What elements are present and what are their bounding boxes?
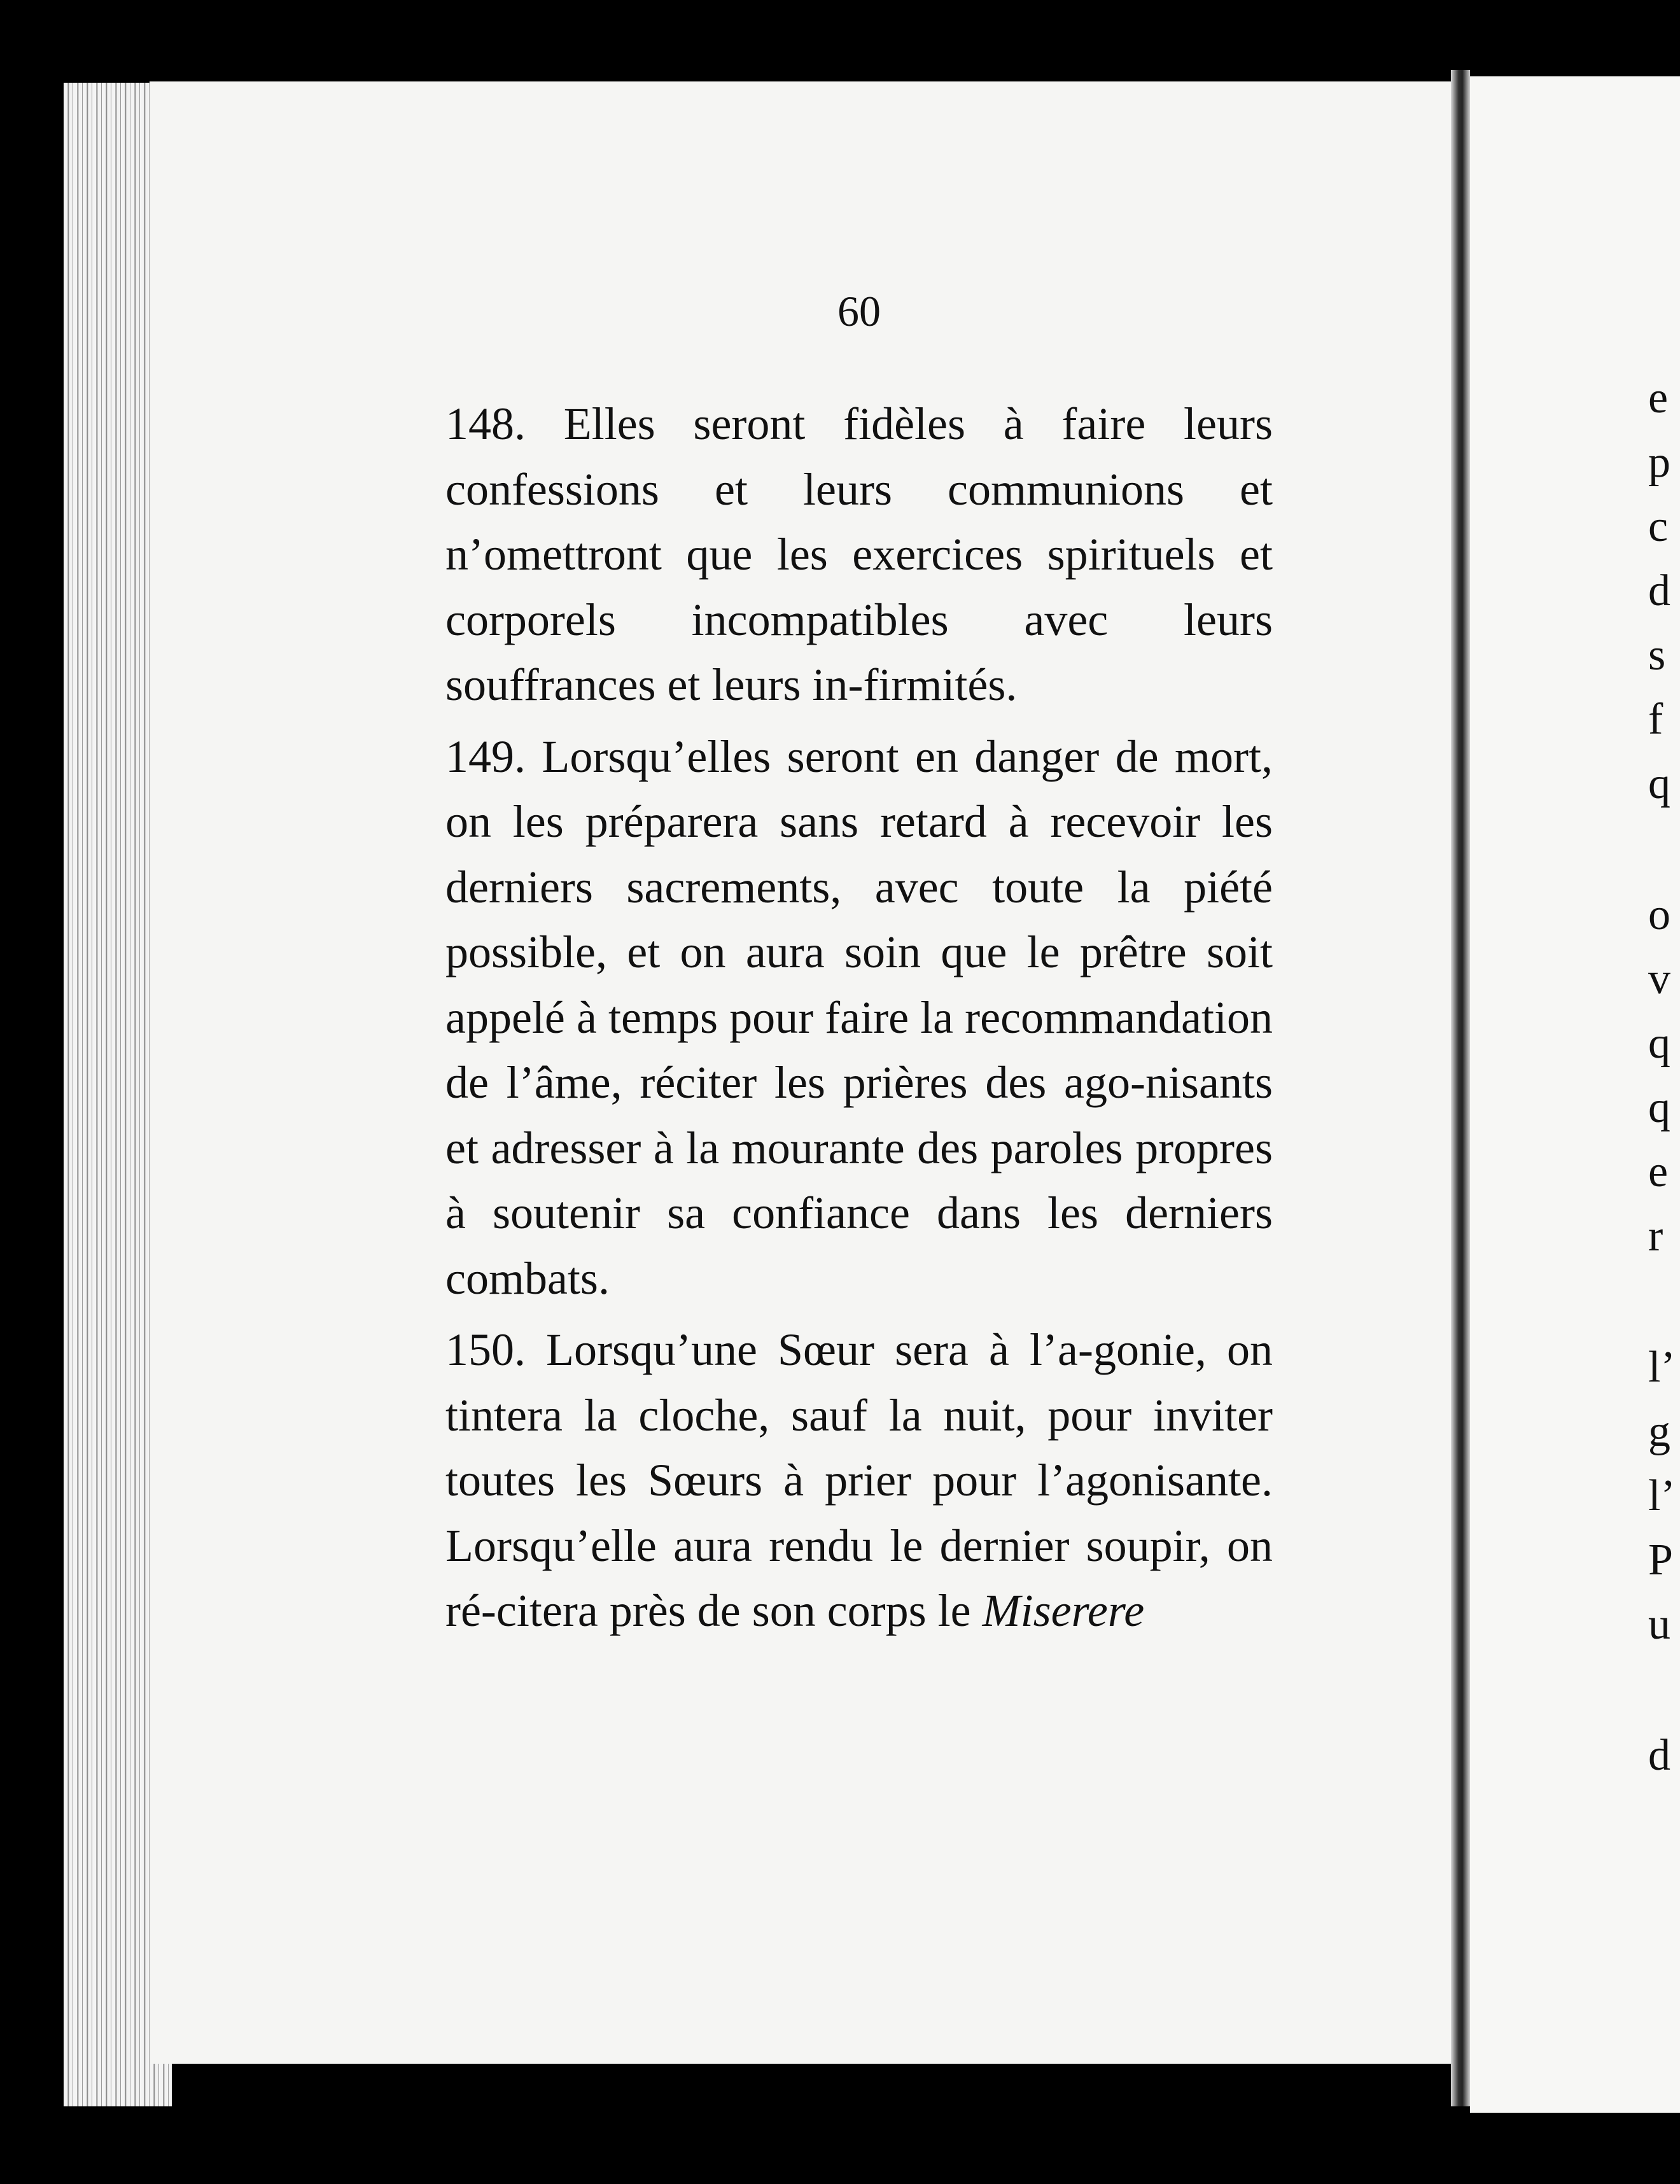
text-line: avec leurs souffrances et leurs in- <box>445 594 1273 710</box>
fragment: P <box>1648 1536 1673 1585</box>
fragment: f <box>1648 695 1663 744</box>
text-line: à recevoir les derniers sacrements, <box>445 796 1273 913</box>
fragment: q <box>1648 1083 1670 1132</box>
fragment: p <box>1648 438 1670 487</box>
text-line: 150. Lorsqu’une Sœur sera à l’a- <box>445 1324 1093 1375</box>
page-body <box>445 391 1273 1650</box>
text-line: prier pour l’agonisante. Lorsqu’elle <box>445 1455 1273 1571</box>
fragment: g <box>1648 1407 1670 1456</box>
fragment: o <box>1648 890 1670 939</box>
fragment: q <box>1648 759 1670 808</box>
paragraph-150 <box>445 1317 1273 1644</box>
fragment-gap <box>1648 1268 1680 1335</box>
text-line: 149. Lorsqu’elles seront en danger <box>445 731 1100 782</box>
text-line: leurs confessions et leurs communions <box>445 398 1273 515</box>
fragment-gap <box>1648 1656 1680 1723</box>
fragment: u <box>1648 1600 1670 1649</box>
text-line: 148. Elles seront fidèles à faire <box>445 398 1146 449</box>
fragment: c <box>1648 502 1669 551</box>
book-gutter <box>1451 70 1470 2106</box>
text-line: de mort, on les préparera sans retard <box>445 731 1273 847</box>
fragment: l’ <box>1648 1343 1676 1392</box>
fragment: d <box>1648 566 1670 615</box>
fragment: l’ <box>1648 1471 1676 1520</box>
text-line: citera près de son corps le <box>496 1585 971 1636</box>
paragraph-149 <box>445 724 1273 1312</box>
italic-word: Miserere <box>982 1585 1145 1636</box>
text-line: aura soin que le prêtre soit appelé à <box>445 927 1273 1043</box>
fragment: d <box>1648 1731 1670 1780</box>
fragment: v <box>1648 955 1670 1004</box>
text-line: aura rendu le dernier soupir, on ré- <box>445 1520 1273 1636</box>
text-line: nisants et adresser à la mourante des <box>445 1057 1273 1173</box>
fragment: e <box>1648 1147 1669 1196</box>
text-line: avec toute la piété possible, et on <box>445 861 1273 977</box>
fragment: r <box>1648 1212 1663 1261</box>
text-line: firmités. <box>863 659 1018 710</box>
paragraph-148 <box>445 391 1273 718</box>
text-line: de l’âme, réciter les prières des ago- <box>445 1057 1145 1108</box>
text-line: temps pour faire la recommandation <box>608 991 1273 1043</box>
page-number: 60 <box>837 287 881 335</box>
text-line: et n’omettront que les exercices <box>445 463 1273 580</box>
fragment-gap <box>1648 816 1680 883</box>
text-line: dans les derniers combats. <box>445 1187 1273 1304</box>
fragment: s <box>1648 631 1666 680</box>
text-line: spirituels et corporels incompatibles <box>445 529 1273 645</box>
fragment: q <box>1648 1019 1670 1068</box>
fragment: e <box>1648 374 1669 423</box>
text-line: gonie, on tintera la cloche, sauf la <box>445 1324 1273 1441</box>
right-page-text-fragments <box>1648 366 1680 1788</box>
text-line: nuit, pour inviter toutes les Sœurs à <box>445 1389 1273 1506</box>
text-line: paroles propres à soutenir sa confiance <box>445 1122 1273 1238</box>
